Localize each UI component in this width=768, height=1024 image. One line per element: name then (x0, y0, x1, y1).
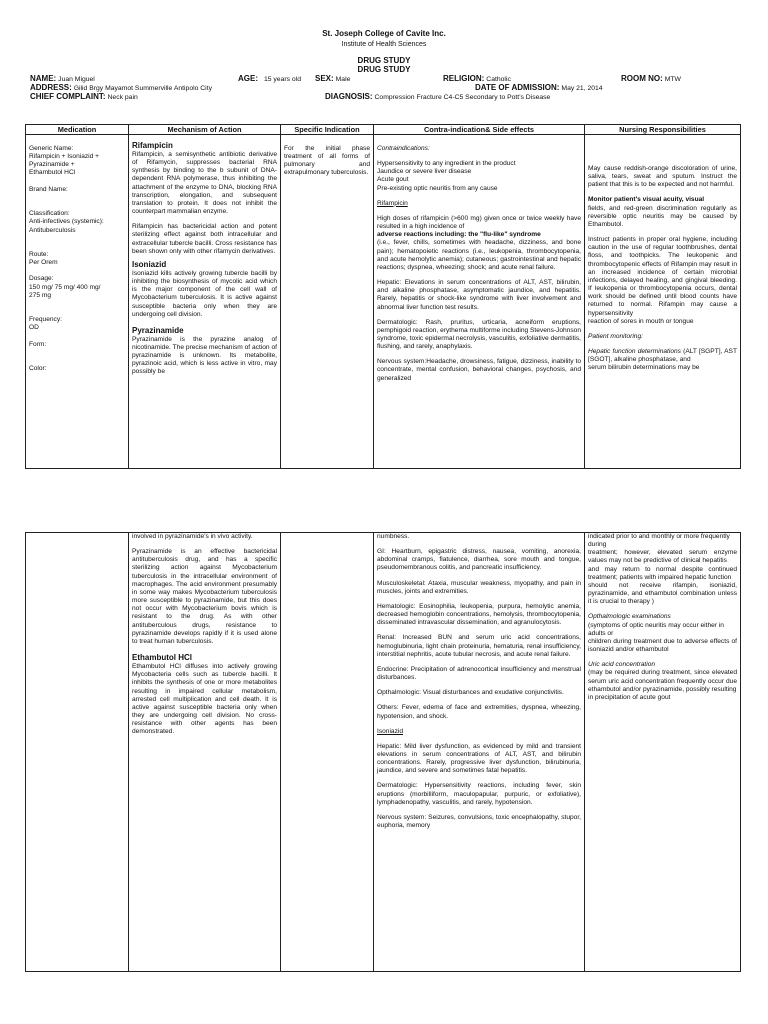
col-contra: Contra-indication& Side effects (374, 125, 585, 135)
hepatic-function-label: Hepatic function determinations (588, 347, 681, 355)
medication-line (29, 243, 125, 251)
contra-heading: Contraindications: (377, 145, 430, 152)
mechanism-paragraph: Isoniazid kills actively growing tubercle bacilli by inhibiting the biosynthesis of mycolic acid which is the major component of the cell wall of Mycobacterium tuberculosis. It is active against susceptible bacteria only when they are undergoing cell division. (132, 269, 277, 318)
nursing-paragraph: should not receive rifampin, isoniazid, pyrazinamide, and ethambutol combination unless it is crucial to therapy ) (588, 581, 737, 606)
ophthalmologic-heading: Opthalmologic examinations (588, 613, 671, 621)
indication-cell (281, 135, 374, 469)
contra-item: Pre-existing optic neuritis from any cause (377, 184, 498, 192)
uric-acid-heading: Uric acid concentration (588, 661, 656, 669)
side-effect-paragraph: Nervous system:Headache, drowsiness, fatigue, dizziness, inability to concentrate, mental confusion, behavioral changes, psychosis, and generalized (377, 358, 581, 382)
side-effect-paragraph: GI: Heartburn, epigastric distress, nausea, vomiting, anorexia, abdominal cramps, flatulence, diarrhea, sore mouth and tongue, pseudomembranous colitis, and pancreatic insufficiency. (377, 548, 581, 572)
side-effect-paragraph: Opthalmologic: Visual disturbances and exudative conjunctivitis. (377, 689, 564, 697)
nursing-paragraph: serum bilirubin determinations may be (588, 364, 700, 372)
medication-list (29, 145, 125, 373)
nursing-paragraph: in precipitation of acute gout (588, 693, 671, 701)
mechanism-paragraph: Rifampicin, a semisynthetic antibiotic derivative of Rifamycin, suppresses bacterial RNA synthesis by binding to the b subunit of DNA-dependent RNA polymerase, thus inhibiting the attachment of the enzyme to DNA, blocking RNA transcription, elongation, and subsequent translation to protein. It does not inhibit the counterpart mammalian enzyme. (132, 151, 277, 216)
chief-complaint: Neck pain (107, 94, 138, 101)
side-effect-paragraph: High doses of rifampicin (>600 mg) given once or twice weekly have resulted in a high incidence of (377, 214, 581, 231)
table-header-row (26, 125, 741, 135)
drug-heading-pyrazinamide: Pyrazinamide (132, 325, 184, 335)
patient-monitoring-heading: Patient monitoring: (588, 332, 643, 340)
side-effect-paragraph: Nervous system: Seizures, convulsions, toxic encephalopathy, stupor, euphoria, memory (377, 813, 581, 830)
medication-line: Dosage: (29, 275, 54, 283)
nursing-cell (585, 533, 741, 972)
age-row (238, 75, 301, 84)
institute-name: Institute of Health Sciences (341, 41, 427, 48)
drug-heading-ethambutol: Ethambutol HCl (132, 653, 192, 663)
side-effect-paragraph: (i.e., fever, chills, sometimes with headache, dizziness, and bone pain); hematopoietic reactions (i.e., leukopenia, thrombocytopenia, and acute hemolytic anemia); cutaneous; gastrointestinal and hepatic reactions; dyspnea, wheezing; shock; and acute renal failure. (377, 239, 581, 271)
side-effect-paragraph: Hepatic: Mild liver dysfunction, as evidenced by mild and transient elevations in serum concentrations of ALT, AST, and bilirubin concentrations. Rarely, progressive liver dysfunction, bilirubinuria, jaundice, and severe and sometimes fatal hepatitis. (377, 742, 581, 775)
diagnosis-label: DIAGNOSIS: (325, 92, 373, 101)
medication-line (29, 202, 125, 210)
mechanism-paragraph: involved in pyrazinamide's in vivo activity. (132, 533, 253, 540)
school-name: St. Joseph College of Cavite Inc. (322, 29, 446, 38)
admission-date: May 21, 2014 (561, 85, 603, 92)
medication-line (29, 308, 125, 316)
patient-name: Juan Miguel (58, 76, 95, 83)
medication-line (29, 300, 125, 308)
sex-label: SEX: (315, 74, 334, 83)
sex-row (315, 75, 350, 84)
diagnosis-row (325, 93, 550, 102)
side-effect-paragraph: Hematologic: Eosinophilia, leukopenia, purpura, hemolytic anemia, decreased hemoglobin concentrations, hemolysis, thrombocytopenia, disseminated intravascular dissemination, and agranulocytosis. (377, 602, 581, 627)
medication-line (29, 349, 125, 357)
nursing-paragraph: reaction of sores in mouth or tongue (588, 317, 694, 325)
medication-line: Pyrazinamide + (29, 161, 75, 169)
medication-line (29, 178, 125, 186)
mechanism-paragraph: Ethambutol HCl diffuses into actively growing Mycobacteria cells such as tubercle bacilli. It inhibits the synthesis of one or more metabolites resulting in impaired cellular metabolism, arrested cell multiplication and cell death. It is active against susceptible bacteria only when they are undergoing cell division. No cross-resistance with other agents has been demonstrated. (132, 663, 277, 736)
col-mechanism: Mechanism of Action (129, 125, 281, 135)
medication-line (29, 332, 125, 340)
complaint-label: CHIEF COMPLAINT: (30, 92, 106, 101)
medication-line: Color: (29, 365, 47, 373)
medication-cell (26, 135, 129, 469)
drug-study-table-page2 (25, 532, 741, 972)
side-effect-paragraph: Dermatologic: Hypersensitivity reactions, including fever, skin eruptions (morbilliform, maculopapular, purpuric, or exfoliative), lymphadenopathy, vasculitis, and rarely, hypotension. (377, 782, 581, 806)
name-label: NAME: (30, 74, 57, 83)
drug-heading-isoniazid: Isoniazid (132, 259, 167, 269)
mechanism-cell (129, 533, 281, 972)
nursing-paragraph: May cause reddish-orange discoloration of urine, saliva, tears, sweat and sputum. Instruct the patient that this is to be expected and not harmful. (588, 165, 737, 189)
drug-study-title-2: DRUG STUDY (357, 65, 411, 74)
nursing-paragraph: fields, and red-green discrimination regularly as reversible optic neuritis may be caused by Ethambutol. (588, 204, 737, 228)
patient-age: 15 years old (263, 76, 301, 83)
admission-label: DATE OF ADMISSION: (475, 83, 560, 92)
mechanism-paragraph: Pyrazinamide is the pyrazine analog of nicotinamide. The precise mechanism of action of pyrazinamide is unknown. Its metabolite, pyrazinoic acid, which is less active in vitro, may possibly be (132, 335, 277, 376)
side-effect-paragraph: numbness. (377, 533, 410, 540)
contra-item: Acute gout (377, 176, 409, 184)
side-effect-paragraph: Endocrine: Precipitation of adrenocortical insufficiency and menstrual disturbances. (377, 665, 581, 682)
medication-cell (26, 533, 129, 972)
room-row (621, 75, 681, 84)
patient-religion: Catholic (486, 76, 511, 83)
medication-line: Route: (29, 250, 49, 258)
mechanism-paragraph: Pyrazinamide is an effective bactericidal antituberculosis drug, and has a specific sterilizing action against Mycobacterium tuberculosis in the intracellular environment of macrophages. The acid environment presumably in some way makes Mycobacterium tuberculosis more susceptible to pyrazinamide, but this does not occur with Mycobacterium bovis which is resistant to the drug. As with other antituberculous drugs, resistance to pyrazinamide develops rapidly if it is used alone to treat human tuberculosis. (132, 548, 277, 645)
medication-line: Per Orem (29, 259, 58, 267)
side-effect-paragraph: Hepatic: Elevations in serum concentrations of ALT, AST, bilirubin, and alkaline phosphatase, asymptomatic jaundice, and hepatitis. Rarely, hepatitis or shock-like syndrome with liver involvement and abnormal liver function test results. (377, 279, 581, 311)
side-effect-paragraph: Renal: Increased BUN and serum uric acid concentrations, hemoglubinuria, light chain proteinuria, hematuria, renal insufficiency, interstitial nephritis, acute tubular necrosis, and acute renal failure. (377, 634, 581, 658)
nursing-paragraph: and may return to normal despite continued treatment; patients with impaired hepatic function (588, 565, 737, 581)
side-effects-heading-isoniazid: Isoniazid (377, 727, 404, 735)
medication-line: OD (29, 324, 39, 332)
complaint-row (30, 93, 138, 102)
mechanism-cell (129, 135, 281, 469)
medication-line (29, 235, 125, 243)
indication-cell (281, 533, 374, 972)
medication-line (29, 357, 125, 365)
table-row (26, 533, 741, 972)
mechanism-paragraph: Rifampicin has bactericidal action and potent sterilizing effect against both intracellular and extracellular tubercle bacilli. Cross resistance has been shown only with other rifamycin derivatives. (132, 223, 277, 255)
patient-address: Gilid Brgy Mayamot Summerville Antipolo City (73, 85, 212, 92)
religion-label: RELIGION: (443, 74, 485, 83)
side-effect-paragraph: Dermatologic: Rash, pruritus, urticaria, acneiform eruptions, pemphigoid reaction, erythema multiforme including Stevens-Johnson syndrome, toxic epidermal necrolysis, vasculitis, exfoliative dermatitis, flushing, and rarely, anaphylaxis. (377, 318, 581, 351)
side-effect-emphasis: adverse reactions including: the "flu-like" syndrome (377, 231, 541, 239)
medication-line: Antituberculosis (29, 226, 76, 234)
col-medication: Medication (26, 125, 129, 135)
age-label: AGE: (238, 74, 258, 83)
drug-study-table-page1 (25, 124, 741, 469)
nursing-paragraph: Instruct patients in proper oral hygiene, including caution in the use of regular toothbrushes, dental floss, and toothpicks. The leukopenic and thrombocytopenic effects of Rifampin may result in an increased incidence of certain microbial infections, delayed healing, and gingival bleeding. If leukopenia or thrombocytopenia occurs, dental work should be defined until blood counts have returned to normal. Rifampin may cause a hypersensitivity (588, 236, 737, 317)
admission-row (475, 84, 603, 93)
col-indication: Specific Indication (281, 125, 374, 135)
contra-item: Jaundice or severe liver disease (377, 168, 472, 176)
hepatic-function-text: (ALT [SGPT], AST [SGOT], alkaline phosphatase, and (588, 347, 737, 364)
address-label: ADDRESS: (30, 83, 72, 92)
medication-line: Generic Name: (29, 145, 74, 152)
patient-sex: Male (335, 76, 351, 83)
side-effect-paragraph: Others: Fever, edema of face and extremities, dyspnea, wheezing, hypotension, and shock. (377, 704, 581, 720)
table-row (26, 135, 741, 469)
nursing-emphasis: Monitor patient's visual acuity, visual (588, 196, 705, 204)
drug-heading-rifampicin: Rifampicin (132, 141, 173, 150)
room-label: ROOM NO: (621, 74, 663, 83)
medication-line: 150 mg/ 75 mg/ 400 mg/ (29, 283, 101, 291)
nursing-paragraph: (symptoms of optic neuritis may occur either in adults or (588, 621, 724, 637)
room-no: MTW (664, 76, 681, 83)
medication-line: Form: (29, 340, 47, 348)
nursing-paragraph: indicated prior to and monthly or more frequently during (588, 533, 730, 549)
medication-line: Classification: (29, 210, 70, 218)
nursing-cell (585, 135, 741, 469)
side-effect-paragraph: Musculoskeletal: Ataxia, muscular weakness, myopathy, and pain in muscles, joints and extremities. (377, 579, 581, 595)
medication-line: Anti-infectives (systemic): (29, 218, 104, 226)
diagnosis: Compression Fracture C4-C5 Secondary to Pott's Disease (374, 94, 551, 101)
side-effects-heading-rifampicin: Rifampicin (377, 199, 408, 207)
contra-cell (374, 135, 585, 469)
nursing-paragraph (588, 348, 737, 364)
contra-cell (374, 533, 585, 972)
nursing-paragraph: children during treatment due to adverse effects of isoniazid and/or ethambutol (588, 637, 737, 654)
drug-study-title: DRUG STUDY (357, 56, 411, 65)
medication-line: Rifampicin + Isoniazid + (29, 153, 100, 161)
medication-line (29, 267, 125, 275)
nursing-paragraph: (may be required during treatment, since elevated serum uric acid concentration frequently occur due ethambutol and/or pyrazinamide, possibly resulting (588, 669, 737, 693)
nursing-paragraph: treatment; however, elevated serum enzyme values may not be predictive of clinical hepatitis (588, 549, 737, 565)
medication-line: Brand Name: (29, 185, 68, 193)
medication-line: 275 mg (29, 291, 51, 299)
medication-line: Frequency: (29, 316, 62, 324)
contra-item: Hypersensitivity to any ingredient in the product (377, 160, 516, 168)
medication-line (29, 194, 125, 202)
indication-text: For the initial phase treatment of all forms of pulmonary and extrapulmonary tuberculosis. (284, 145, 370, 177)
col-nursing: Nursing Responsibilities (585, 125, 741, 135)
medication-line: Ethambutol HCl (29, 169, 76, 177)
